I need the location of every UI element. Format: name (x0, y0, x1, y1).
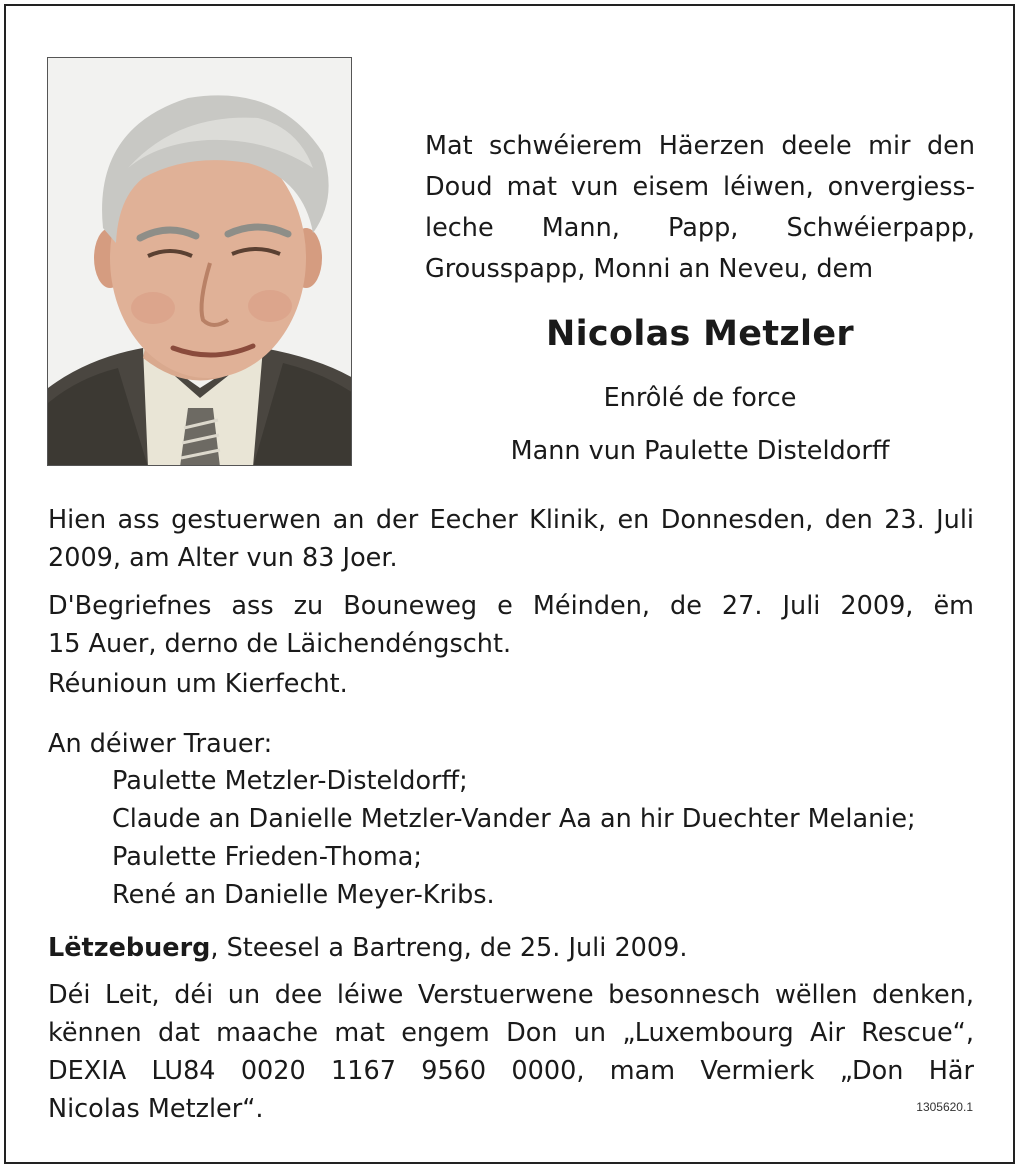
intro-line: Grousspapp, Monni an Neveu, dem (425, 254, 874, 284)
death-paragraph (48, 501, 974, 577)
mourners-intro (48, 725, 974, 763)
mourner-item: René an Danielle Meyer-Kribs. (112, 880, 495, 910)
donation-line: Déi Leit, déi un dee léiwe Verstuerwene besonnesch wëllen denken, (48, 980, 974, 1010)
intro-text (425, 126, 975, 290)
donation-line: Nicolas Metzler“. (48, 1094, 264, 1124)
mourners-list (112, 762, 982, 914)
reunion-line: Réunioun um Kierfecht. (48, 669, 348, 699)
mourners-intro-line: An déiwer Trauer: (48, 729, 273, 759)
portrait-photo (47, 57, 352, 466)
place-date-line (48, 929, 974, 967)
reunion-text (48, 665, 974, 703)
reference-number: 1305620.1 (916, 1100, 973, 1114)
deceased-name: Nicolas Metzler (546, 314, 854, 354)
donation-line: kënnen dat maache mat engem Don un „Luxembourg Air Rescue“, (48, 1018, 974, 1048)
mourner-item: Paulette Frieden-Thoma; (112, 842, 422, 872)
deceased-subtitle-2: Mann vun Paulette Disteldorff (510, 436, 890, 466)
death-line: Hien ass gestuerwen an der Eecher Klinik, en Donnesden, den 23. Juli (48, 505, 974, 535)
deceased-subtitle-1: Enrôlé de force (603, 383, 797, 413)
donation-line: DEXIA LU84 0020 1167 9560 0000, mam Vermierk „Don Här (48, 1056, 974, 1086)
funeral-line: D'Begriefnes ass zu Bouneweg e Méinden, de 27. Juli 2009, ëm (48, 591, 974, 621)
funeral-line: 15 Auer, derno de Läichendéngscht. (48, 629, 512, 659)
place-city: Lëtzebuerg (48, 933, 211, 963)
intro-line: Doud mat vun eisem léiwen, onvergiess- (425, 172, 975, 202)
mourner-item: Claude an Danielle Metzler-Vander Aa an hir Duechter Melanie; (112, 804, 916, 834)
mourner-item: Paulette Metzler-Disteldorff; (112, 766, 468, 796)
donation-paragraph (48, 976, 974, 1128)
intro-line: leche Mann, Papp, Schwéierpapp, (425, 213, 975, 243)
death-line: 2009, am Alter vun 83 Joer. (48, 543, 398, 573)
funeral-paragraph (48, 587, 974, 663)
place-rest: , Steesel a Bartreng, de 25. Juli 2009. (210, 933, 688, 963)
intro-line: Mat schwéierem Häerzen deele mir den (425, 131, 975, 161)
